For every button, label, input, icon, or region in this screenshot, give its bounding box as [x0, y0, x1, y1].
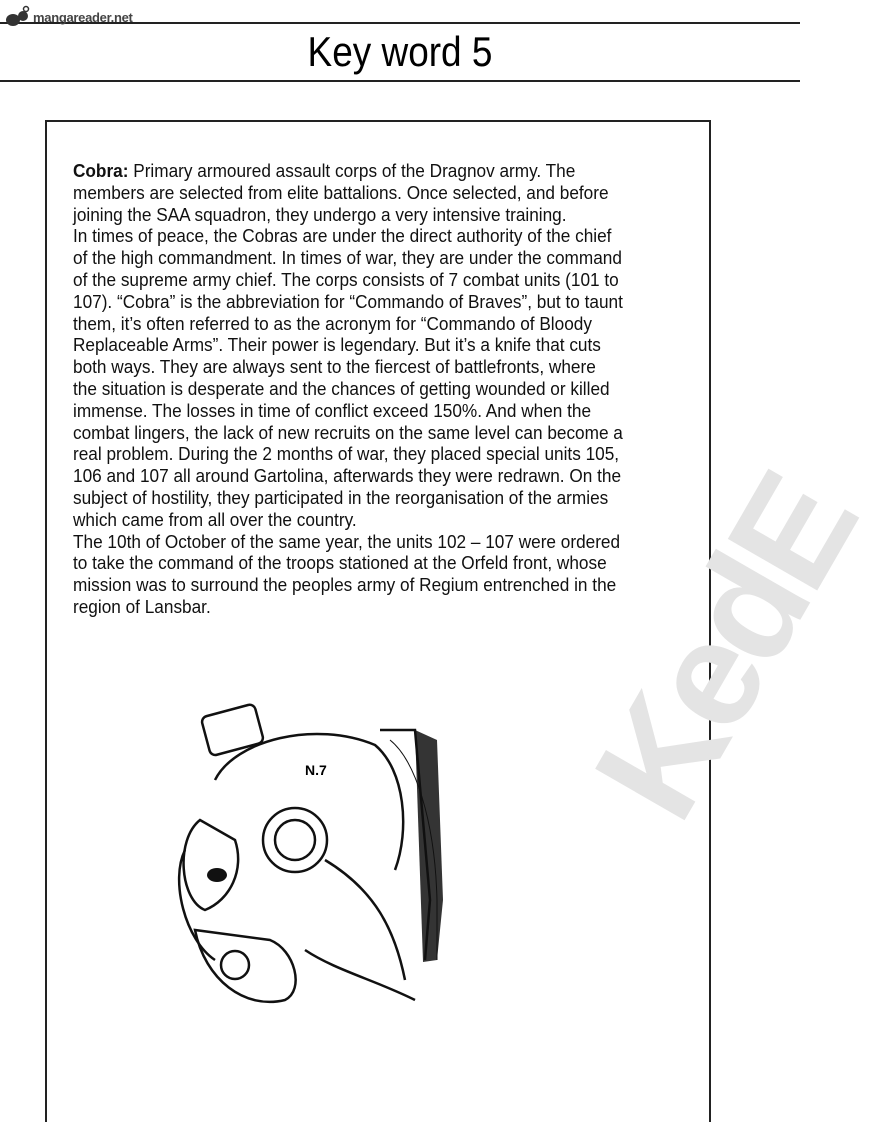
entry-line: of the supreme army chief. The corps consists of 7 combat units (101 to	[73, 268, 619, 290]
title-rule	[0, 80, 800, 82]
helmet-marking: N.7	[305, 762, 327, 778]
cobra-soldier-illustration	[175, 700, 465, 1030]
entry-line: 107). “Cobra” is the abbreviation for “Commando of Braves”, but to taunt	[73, 290, 623, 312]
entry-term: Cobra:	[73, 160, 129, 181]
entry-line	[73, 160, 623, 182]
site-watermark	[4, 6, 133, 28]
entry-line: the situation is desperate and the chances of getting wounded or killed	[73, 377, 610, 399]
entry-line: immense. The losses in time of conflict exceed 150%. And when the	[73, 399, 592, 421]
entry-line: Replaceable Arms”. Their power is legendary. But it’s a knife that cuts	[73, 334, 601, 356]
entry-line: joining the SAA squadron, they undergo a very intensive training.	[73, 203, 567, 225]
site-name: mangareader.net	[33, 9, 133, 25]
entry-body	[73, 160, 664, 618]
entry-line-text: Primary armoured assault corps of the Dragnov army. The	[128, 160, 576, 181]
entry-line: them, it’s often referred to as the acronym for “Commando of Bloody	[73, 312, 592, 334]
entry-line: The 10th of October of the same year, the units 102 – 107 were ordered	[73, 530, 621, 552]
entry-line: to take the command of the troops stationed at the Orfeld front, whose	[73, 552, 607, 574]
entry-line: region of Lansbar.	[73, 595, 211, 617]
entry-line: In times of peace, the Cobras are under the direct authority of the chief	[73, 225, 612, 247]
entry-line: subject of hostility, they participated in the reorganisation of the armies	[73, 486, 609, 508]
entry-line: 106 and 107 all around Gartolina, afterwards they were redrawn. On the	[73, 465, 622, 487]
entry-line: both ways. They are always sent to the fiercest of battlefronts, where	[73, 356, 596, 378]
entry-line: mission was to surround the peoples army of Regium entrenched in the	[73, 574, 617, 596]
entry-line: real problem. During the 2 months of war, they placed special units 105,	[73, 443, 620, 465]
entry-line: members are selected from elite battalions. Once selected, and before	[73, 181, 609, 203]
entry-line: of the high commandment. In times of war, they are under the command	[73, 247, 622, 269]
scanlator-watermark: KedE	[561, 449, 887, 845]
page-title: Key word 5	[307, 28, 493, 75]
mascot-icon	[4, 6, 30, 28]
entry-line: combat lingers, the lack of new recruits on the same level can become a	[73, 421, 623, 443]
entry-line: which came from all over the country.	[73, 508, 357, 530]
